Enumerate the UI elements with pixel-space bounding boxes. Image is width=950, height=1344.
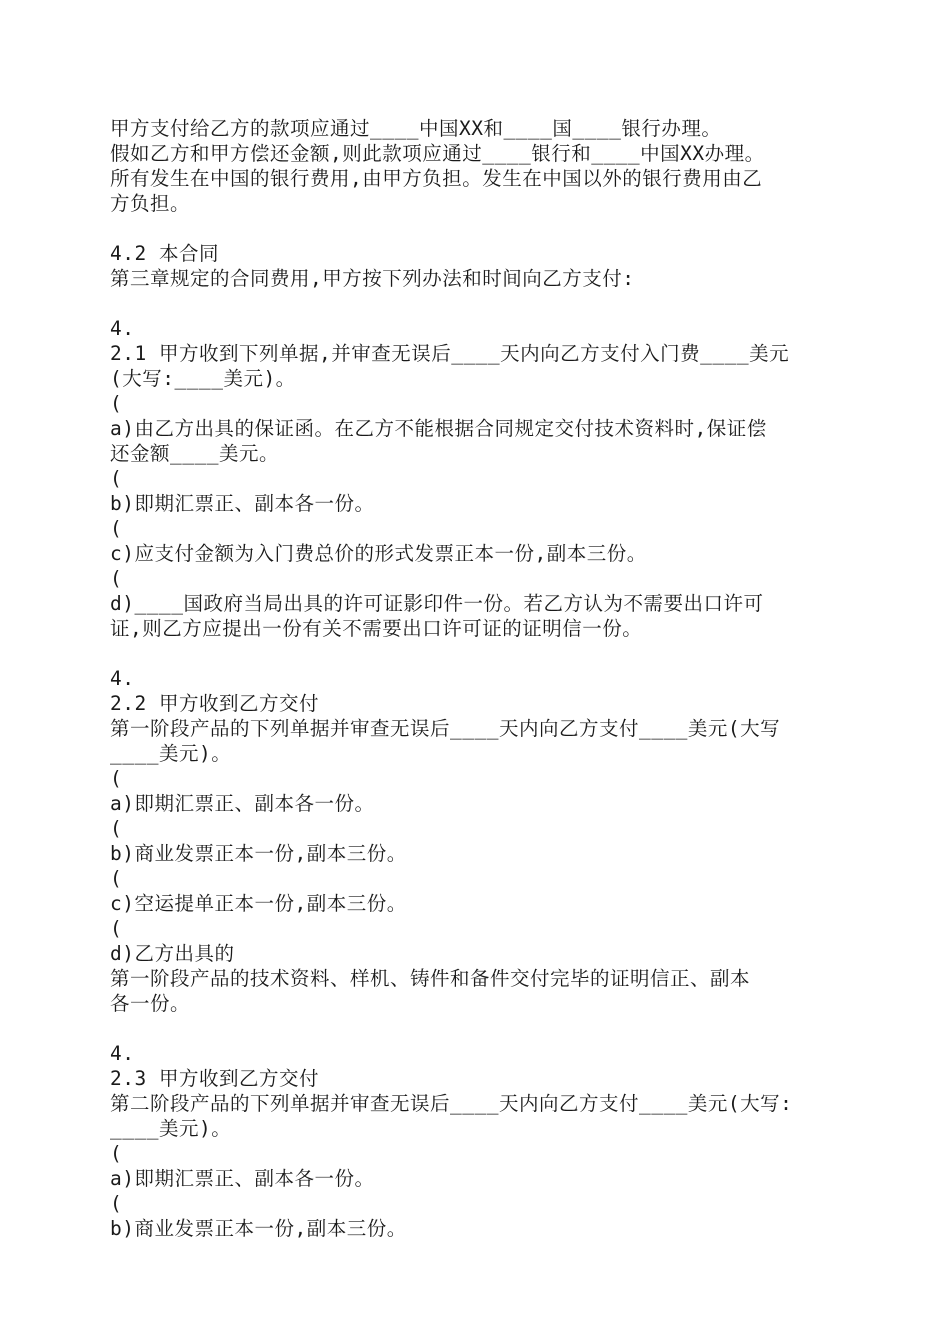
text-line: 所有发生在中国的银行费用,由甲方负担。发生在中国以外的银行费用由乙 <box>110 167 763 190</box>
text-line: 证,则乙方应提出一份有关不需要出口许可证的证明信一份。 <box>110 617 643 640</box>
list-item: b)即期汇票正、副本各一份。 <box>110 492 375 515</box>
list-marker: ( <box>110 917 123 940</box>
list-item: d)____国政府当局出具的许可证影印件一份。若乙方认为不需要出口许可 <box>110 592 764 615</box>
section-heading: 4.2 本合同 <box>110 242 219 265</box>
text-line: 方负担。 <box>110 192 191 215</box>
blank-line <box>110 641 845 666</box>
list-marker: ( <box>110 767 123 790</box>
text-line: ____美元)。 <box>110 742 232 765</box>
blank-line <box>110 216 845 241</box>
text-line: 第二阶段产品的下列单据并审查无误后____天内向乙方支付____美元(大写: <box>110 1092 793 1115</box>
text-line: 甲方支付给乙方的款项应通过____中国XX和____国____银行办理。 <box>110 117 722 140</box>
list-item: c)空运提单正本一份,副本三份。 <box>110 892 407 915</box>
text-line: 假如乙方和甲方偿还金额,则此款项应通过____银行和____中国XX办理。 <box>110 142 765 165</box>
section-number: 4. <box>110 1042 135 1065</box>
text-line: (大写:____美元)。 <box>110 367 296 390</box>
list-item: a)即期汇票正、副本各一份。 <box>110 792 375 815</box>
list-marker: ( <box>110 867 123 890</box>
list-marker: ( <box>110 567 123 590</box>
list-marker: ( <box>110 517 123 540</box>
section-number: 4. <box>110 317 135 340</box>
list-item: a)由乙方出具的保证函。在乙方不能根据合同规定交付技术资料时,保证偿 <box>110 417 767 440</box>
blank-line <box>110 291 845 316</box>
text-line: 第三章规定的合同费用,甲方按下列办法和时间向乙方支付: <box>110 267 635 290</box>
clause-heading: 2.2 甲方收到乙方交付 <box>110 692 319 715</box>
text-line: ____美元)。 <box>110 1117 232 1140</box>
list-marker: ( <box>110 1142 123 1165</box>
list-item: a)即期汇票正、副本各一份。 <box>110 1167 375 1190</box>
clause-heading: 2.1 甲方收到下列单据,并审查无误后____天内向乙方支付入门费____美元 <box>110 342 790 365</box>
text-line: 第一阶段产品的技术资料、样机、铸件和备件交付完毕的证明信正、副本 <box>110 967 751 990</box>
list-marker: ( <box>110 392 123 415</box>
list-marker: ( <box>110 467 123 490</box>
text-line: 各一份。 <box>110 992 191 1015</box>
text-line: 第一阶段产品的下列单据并审查无误后____天内向乙方支付____美元(大写 <box>110 717 781 740</box>
list-marker: ( <box>110 1192 123 1215</box>
list-item: b)商业发票正本一份,副本三份。 <box>110 1217 407 1240</box>
section-number: 4. <box>110 667 135 690</box>
list-item: b)商业发票正本一份,副本三份。 <box>110 842 407 865</box>
list-item: c)应支付金额为入门费总价的形式发票正本一份,副本三份。 <box>110 542 647 565</box>
list-marker: ( <box>110 817 123 840</box>
list-item: d)乙方出具的 <box>110 942 235 965</box>
clause-heading: 2.3 甲方收到乙方交付 <box>110 1067 319 1090</box>
blank-line <box>110 1016 845 1041</box>
document-page <box>110 116 845 1241</box>
text-line: 还金额____美元。 <box>110 442 279 465</box>
